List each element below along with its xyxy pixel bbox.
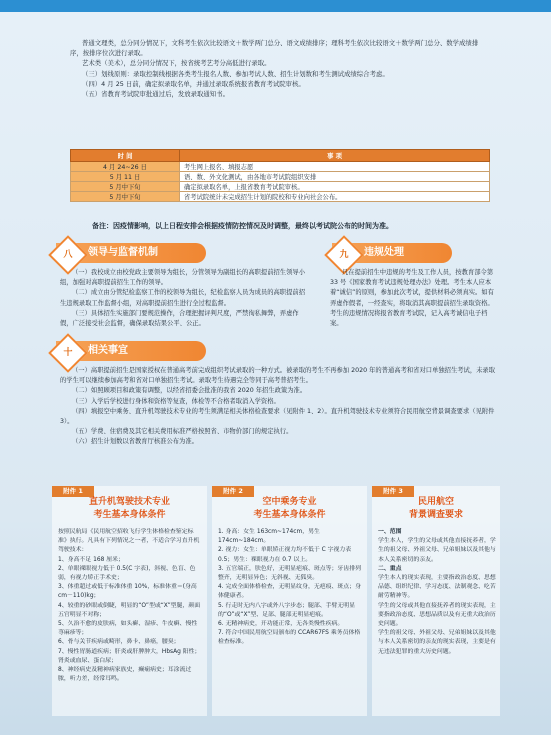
- schedule-date: 5 月 11 日: [71, 172, 180, 182]
- annex-2-tag: 附件 2: [212, 486, 254, 497]
- annex-3-title-1: 民用航空: [417, 497, 454, 507]
- section-8-title: 领导与监督机制: [88, 247, 158, 258]
- section-10-para-5: （五）学费、住宿费及其它相关费用标准严格按照省、市物价部门的规定执行。: [72, 428, 293, 436]
- annex-3-item: 学生的祖父母、外祖父母、兄弟姐妹以及其他与本人关系密切的亲友的现实表现，主要是有无违法犯罪的重大历史问题。: [378, 630, 496, 655]
- annex-1-item: 3、体重超过或低于标准体重 10%，标准体重＝(身高 cm－110)kg；: [58, 584, 197, 600]
- section-10-para-4: （四）填报空中乘务、直升机驾驶技术专业的考生须满足相关体格检查要求（见附件 1、2）。直升机驾驶技术专业须符合民用航空背景调查要求（见附件 3）。: [60, 407, 495, 426]
- annex-3-item: 学生本人，学生的父母或其他直接抚养者，学生的祖父母、外祖父母、兄弟姐妹以及其他与本人关系密切的亲友。: [378, 538, 496, 563]
- annex-3-tag: 附件 3: [372, 486, 414, 497]
- section-9-number: 九: [339, 250, 349, 260]
- annex-2-title-2: 考生基本身体条件: [253, 510, 326, 520]
- section-9-header: [332, 243, 452, 263]
- section-10-body: [60, 366, 496, 448]
- section-8-body: [60, 268, 310, 329]
- annex-3-heading: 一、范围: [378, 529, 402, 535]
- section-8-para-2: （二）成立由分管纪检监察工作的校领导为组长，纪检监察人员为成员的高职提前招生违规录取工作监督小组，对高职提前招生进行全过程监督。: [60, 289, 305, 307]
- annex-2-item: 7. 符合中国民用航空局颁布的 CCAR67FS 乘务员体格检查标准。: [218, 630, 361, 646]
- annex-1-item: 按照民航局《民用航空招收飞行学生体格检查鉴定标准》执行。凡具有下列情况之一者，不适合学习直升机驾驶技术：: [58, 529, 200, 554]
- annex-1-tag: 附件 1: [52, 486, 94, 497]
- annex-2-item: 3. 五官端正，肤色好，无明显疤痕、斑点等；牙齿排列整齐，无明显异色；无斜视、无狐臭。: [218, 565, 361, 582]
- section-10-header: [56, 341, 206, 361]
- section-9-title: 违规处理: [364, 247, 404, 258]
- schedule-header-item: 事 项: [180, 150, 490, 162]
- intro-para-5: （五）省教育考试院审批通过后，发放录取通知书。: [82, 90, 229, 99]
- annex-2-item: 5. 行走时无内八字或外八字步态；腿部、手臂无明显的“O”或“X”型、足部、腿部无明显疤痕。: [218, 602, 356, 618]
- section-10-title: 相关事宜: [88, 345, 128, 356]
- intro-section: [70, 38, 490, 99]
- annex-3-title-2: 背景调查要求: [408, 510, 463, 520]
- annex-1-item: 4、较重的砂眼或倒睫，明显的“O”型或“X”型腿，颜面五官明显不对称；: [58, 602, 201, 618]
- annex-3-item: 学生的父母或其他直接抚养者的现实表现，主要指政治态度、思想品质以及有无重大政治历史问题。: [378, 602, 496, 628]
- section-8-para-1: （一）我校成立由校党政主要领导为组长，分管领导为副组长的高职提前招生领导小组，加强对高职提前招生工作的领导。: [60, 269, 305, 287]
- annex-1-title-1: 直升机驾驶技术专业: [88, 497, 170, 507]
- section-10-para-6: （六）招生计划数以省教育厅核准公布为准。: [72, 438, 198, 446]
- table-row: [71, 172, 490, 182]
- annex-3-body: [378, 528, 496, 657]
- section-10-number: 十: [63, 348, 73, 358]
- annex-1-item: 5、久治不愈的皮肤病，如头癣、湿疹、牛皮癣、慢性荨麻疹等；: [58, 621, 198, 637]
- schedule-item: 省考试院统计未完成招生计划的院校和专业向社会公布。: [180, 192, 490, 202]
- schedule-date: 5 月中下旬: [71, 192, 180, 202]
- annex-2-item: 1. 身高：女生 163cm~174cm，男生 174cm~184cm。: [218, 529, 320, 545]
- schedule-header-date: 时 间: [71, 150, 180, 162]
- annex-1-item: 7、慢性胃肠道疾病；肝炎或肝脾肿大，HbsAg 阳性；肾炎或血尿、蛋白尿；: [58, 648, 201, 664]
- intro-para-2: 艺术类（美术），总分同分情况下，按省统考艺考分高低进行录取。: [82, 59, 271, 68]
- section-10-para-3: （三）入学后学校进行身体和资格等复查，体检等不合格者取消入学资格。: [72, 397, 280, 405]
- annex-2-panel: [212, 486, 367, 716]
- section-8-para-3: （三）具体招生实施部门要规范操作，合理把握评判尺度，严禁徇私舞弊，弄虚作假，广泛接受社会监督，确保录取结果公平、公正。: [60, 309, 299, 328]
- annex-1-item: 1、身高不足 168 厘米；: [58, 556, 124, 563]
- annex-2-item: 4. 完成全面体格检查，无明显纹身，无疤痕、斑点；身体健康者。: [218, 584, 361, 600]
- section-10-para-1: （一）高职提前招生是国家授权在普通高考前完成组织考试录取的一种方式。被录取的考生不再参加 2020 年的普通高考和省对口单独招生考试，未录取的学生可以继续参加高考和省对口单独招生考试。录取考生待遇完全等同于高考普招考生。: [60, 367, 496, 385]
- intro-para-1: 普通文理类，总分同分情况下，文科考生依次比较语文＋数学两门总分、语文成绩排序；理科考生依次比较语文＋数学两门总分、数学成绩排序，按排序位次进行录取。: [70, 39, 479, 58]
- schedule-item: 考生网上报名、填报志愿: [180, 162, 490, 172]
- schedule-item: 确定拟录取名单，上报省教育考试院审核。: [180, 182, 490, 192]
- intro-para-3: （三）划线原则：录取控制线根据各类考生报名人数、参加考试人数、招生计划数和考生测试成绩综合考虑。: [82, 69, 389, 78]
- table-row: [71, 192, 490, 202]
- table-row: [71, 162, 490, 172]
- annex-3-heading: 二、重点: [378, 565, 402, 572]
- annex-3-panel: [372, 486, 500, 716]
- top-accent-bar: [0, 0, 551, 12]
- annex-1-panel: [52, 486, 207, 716]
- annex-2-item: 6. 无精神病史，开功能正常，无各类慢性疾病。: [218, 621, 344, 628]
- annex-1-item: 8、神经病史及精神病家族史，癫痫病史；耳涂流过脓，听力差，经常耳鸣。: [58, 667, 192, 683]
- section-9-body: [330, 268, 496, 329]
- section-9-para-1: 凡在提前招生中违规的考生及工作人员，按教育部令第 33 号《国家教育考试违规处理办法》处理。考生本人应本着“诚信”的原则，参加此次考试，提供材料必须真实。如有弄虚作假者，一经查实，将取消其高职提前招生录取资格。考生的违规情况将报省教育考试院，记入高考诚信电子档案。: [330, 269, 494, 328]
- section-8-header: [56, 243, 206, 263]
- annex-2-title-1: 空中乘务专业: [262, 497, 317, 507]
- annex-2-body: [218, 528, 361, 648]
- schedule-header-row: [71, 150, 490, 162]
- schedule-date: 4 月 24~26 日: [71, 162, 180, 172]
- annex-2-item: 2. 视力：女生：单眼矫正视力均不低于 C 字视力表 0.5；男生：裸眼视力在 0.7 以上。: [218, 547, 352, 563]
- schedule-table: [70, 149, 490, 202]
- section-8-number: 八: [63, 250, 73, 260]
- annex-3-item: 学生本人的现实表现，主要指政治态度、思想品德、组织纪律、学习态度、法制观念、吃苦耐劳精神等。: [378, 575, 496, 600]
- schedule-item: 语、数、外文化测试，由各地市考试院组织安排: [180, 172, 490, 182]
- table-row: [71, 182, 490, 192]
- schedule-note: 备注：因疫情影响，以上日程安排会根据疫情防控情况及时调整，最终以考试院公布的时间为准。: [92, 222, 393, 230]
- section-10-para-2: （二）如照顾项目和政策有调整，以经省招委会批准的我省 2020 年招生政策为准。: [72, 387, 307, 395]
- annex-1-item: 6、骨与关节疾病或畸形，鼻卡、鼻癌，腰臭；: [58, 639, 180, 646]
- schedule-date: 5 月中下旬: [71, 182, 180, 192]
- annex-1-item: 2、单眼裸眼视力低于 0.5(C 字表)，斜视、色盲、色弱，有视力矫正手术史；: [58, 565, 196, 582]
- annex-1-title-2: 考生基本身体条件: [93, 510, 166, 520]
- intro-para-4: （四）4 月 25 日前，确定拟录取名单，并通过录取系统报省教育考试院审核。: [82, 79, 305, 88]
- annex-1-body: [58, 528, 201, 684]
